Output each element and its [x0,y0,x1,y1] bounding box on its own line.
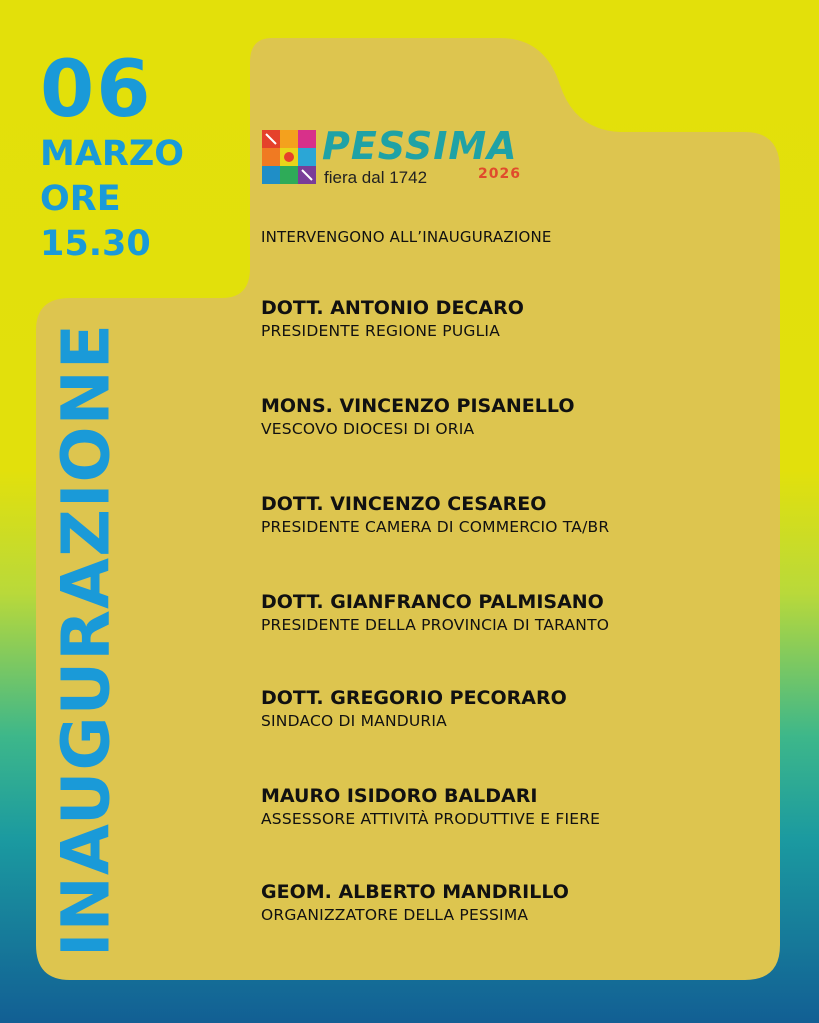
date-time: 15.30 [40,224,151,264]
speaker-item [261,686,781,732]
logo-wordmark: PESSIMA [322,124,518,168]
speaker-role: SINDACO DI MANDURIA [261,712,447,730]
speaker-item [261,784,781,830]
speaker-item [261,590,781,636]
date-month: MARZO [40,134,184,174]
speaker-role: PRESIDENTE REGIONE PUGLIA [261,322,501,340]
speaker-item [261,296,781,342]
inaugurazione-title: INAUGURAZIONE [47,323,125,957]
speaker-name: MAURO ISIDORO BALDARI [261,785,538,807]
speaker-item [261,394,781,440]
pessima-logo-icon [262,130,316,184]
speaker-name: DOTT. VINCENZO CESAREO [261,493,547,515]
logo-year: 2026 [478,166,521,182]
speaker-item [261,492,781,538]
speaker-name: GEOM. ALBERTO MANDRILLO [261,881,569,903]
speaker-name: DOTT. GREGORIO PECORARO [261,687,567,709]
event-date [40,45,184,267]
date-ore: ORE [40,179,121,219]
speaker-role: ORGANIZZATORE DELLA PESSIMA [261,906,529,924]
intro-heading: INTERVENGONO ALL’INAUGURAZIONE [261,228,552,246]
speaker-role: ASSESSORE ATTIVITÀ PRODUTTIVE E FIERE [261,810,601,828]
speaker-name: DOTT. ANTONIO DECARO [261,297,524,319]
date-day: 06 [40,45,153,135]
speaker-role: PRESIDENTE DELLA PROVINCIA DI TARANTO [261,616,610,634]
pessima-logo [262,124,532,190]
speaker-role: VESCOVO DIOCESI DI ORIA [261,420,475,438]
speaker-name: DOTT. GIANFRANCO PALMISANO [261,591,604,613]
speaker-name: MONS. VINCENZO PISANELLO [261,395,575,417]
speaker-role: PRESIDENTE CAMERA DI COMMERCIO TA/BR [261,518,610,536]
logo-subtitle: fiera dal 1742 [324,168,428,187]
speaker-item [261,880,781,926]
